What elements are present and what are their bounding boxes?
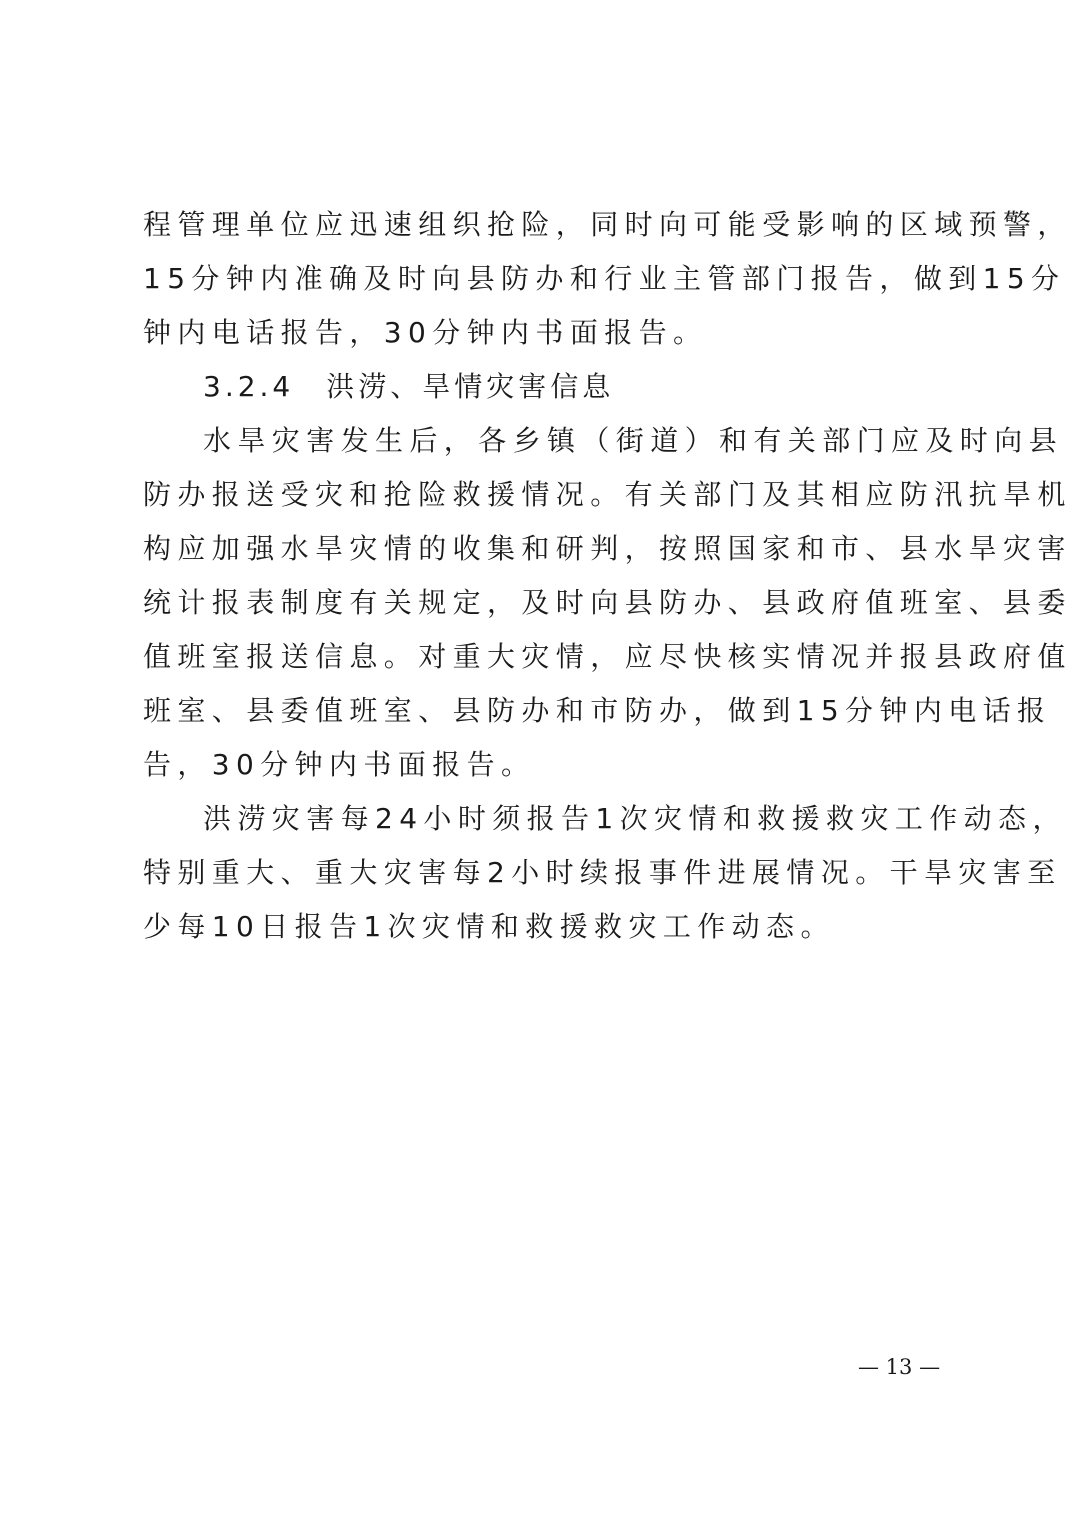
paragraph-line: 防办报送受灾和抢险救援情况。有关部门及其相应防汛抗旱机	[143, 478, 1072, 511]
paragraph-line: 特别重大、重大灾害每2小时续报事件进展情况。干旱灾害至	[143, 856, 1062, 889]
page-number: — 13 —	[858, 1355, 941, 1379]
paragraph-line: 值班室报送信息。对重大灾情，应尽快核实情况并报县政府值	[143, 640, 1072, 673]
paragraph-line: 水旱灾害发生后，各乡镇（街道）和有关部门应及时向县	[203, 424, 1064, 457]
paragraph-line: 构应加强水旱灾情的收集和研判，按照国家和市、县水旱灾害	[143, 532, 1072, 565]
paragraph-line: 15分钟内准确及时向县防办和行业主管部门报告，做到15分	[143, 262, 1066, 295]
paragraph-line: 洪涝灾害每24小时须报告1次灾情和救援救灾工作动态，	[203, 802, 1067, 835]
paragraph-line: 告，30分钟内书面报告。	[143, 748, 536, 781]
paragraph-line: 钟内电话报告，30分钟内书面报告。	[143, 316, 708, 349]
paragraph-line: 少每10日报告1次灾情和救援救灾工作动态。	[143, 910, 835, 943]
paragraph-line: 统计报表制度有关规定，及时向县防办、县政府值班室、县委	[143, 586, 1072, 619]
paragraph-line: 班室、县委值班室、县防办和市防办，做到15分钟内电话报	[143, 694, 1052, 727]
paragraph-line: 程管理单位应迅速组织抢险，同时向可能受影响的区域预警，	[143, 208, 1072, 241]
section-heading: 3.2.4 洪涝、旱情灾害信息	[203, 370, 615, 403]
